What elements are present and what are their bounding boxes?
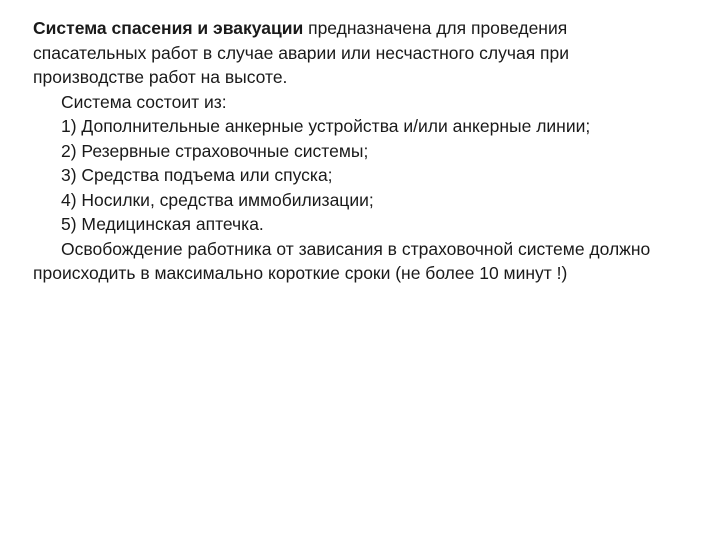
closing-paragraph: Освобождение работника от зависания в страховочной системе должно происходить в максимально короткие сроки (не более 10 минут !)	[33, 238, 651, 283]
list-item-5: 5) Медицинская аптечка.	[61, 214, 264, 234]
list-item-4: 4) Носилки, средства иммобилизации;	[61, 189, 374, 210]
intro-text: предназначена для проведения спасательных работ в случае аварии или несчастного случая при производстве работ на высоте.	[33, 18, 570, 87]
list-item-2: 2) Резервные страховочные системы;	[61, 140, 369, 161]
intro-paragraph	[33, 16, 683, 90]
slide-text	[33, 16, 683, 286]
intro-bold-term: Система спасения и эвакуации	[33, 18, 304, 38]
list-item-1: 1) Дополнительные анкерные устройства и/или анкерные линии;	[61, 116, 591, 136]
list-heading: Система состоит из:	[61, 91, 227, 112]
list-item-3: 3) Средства подъема или спуска;	[61, 165, 333, 185]
